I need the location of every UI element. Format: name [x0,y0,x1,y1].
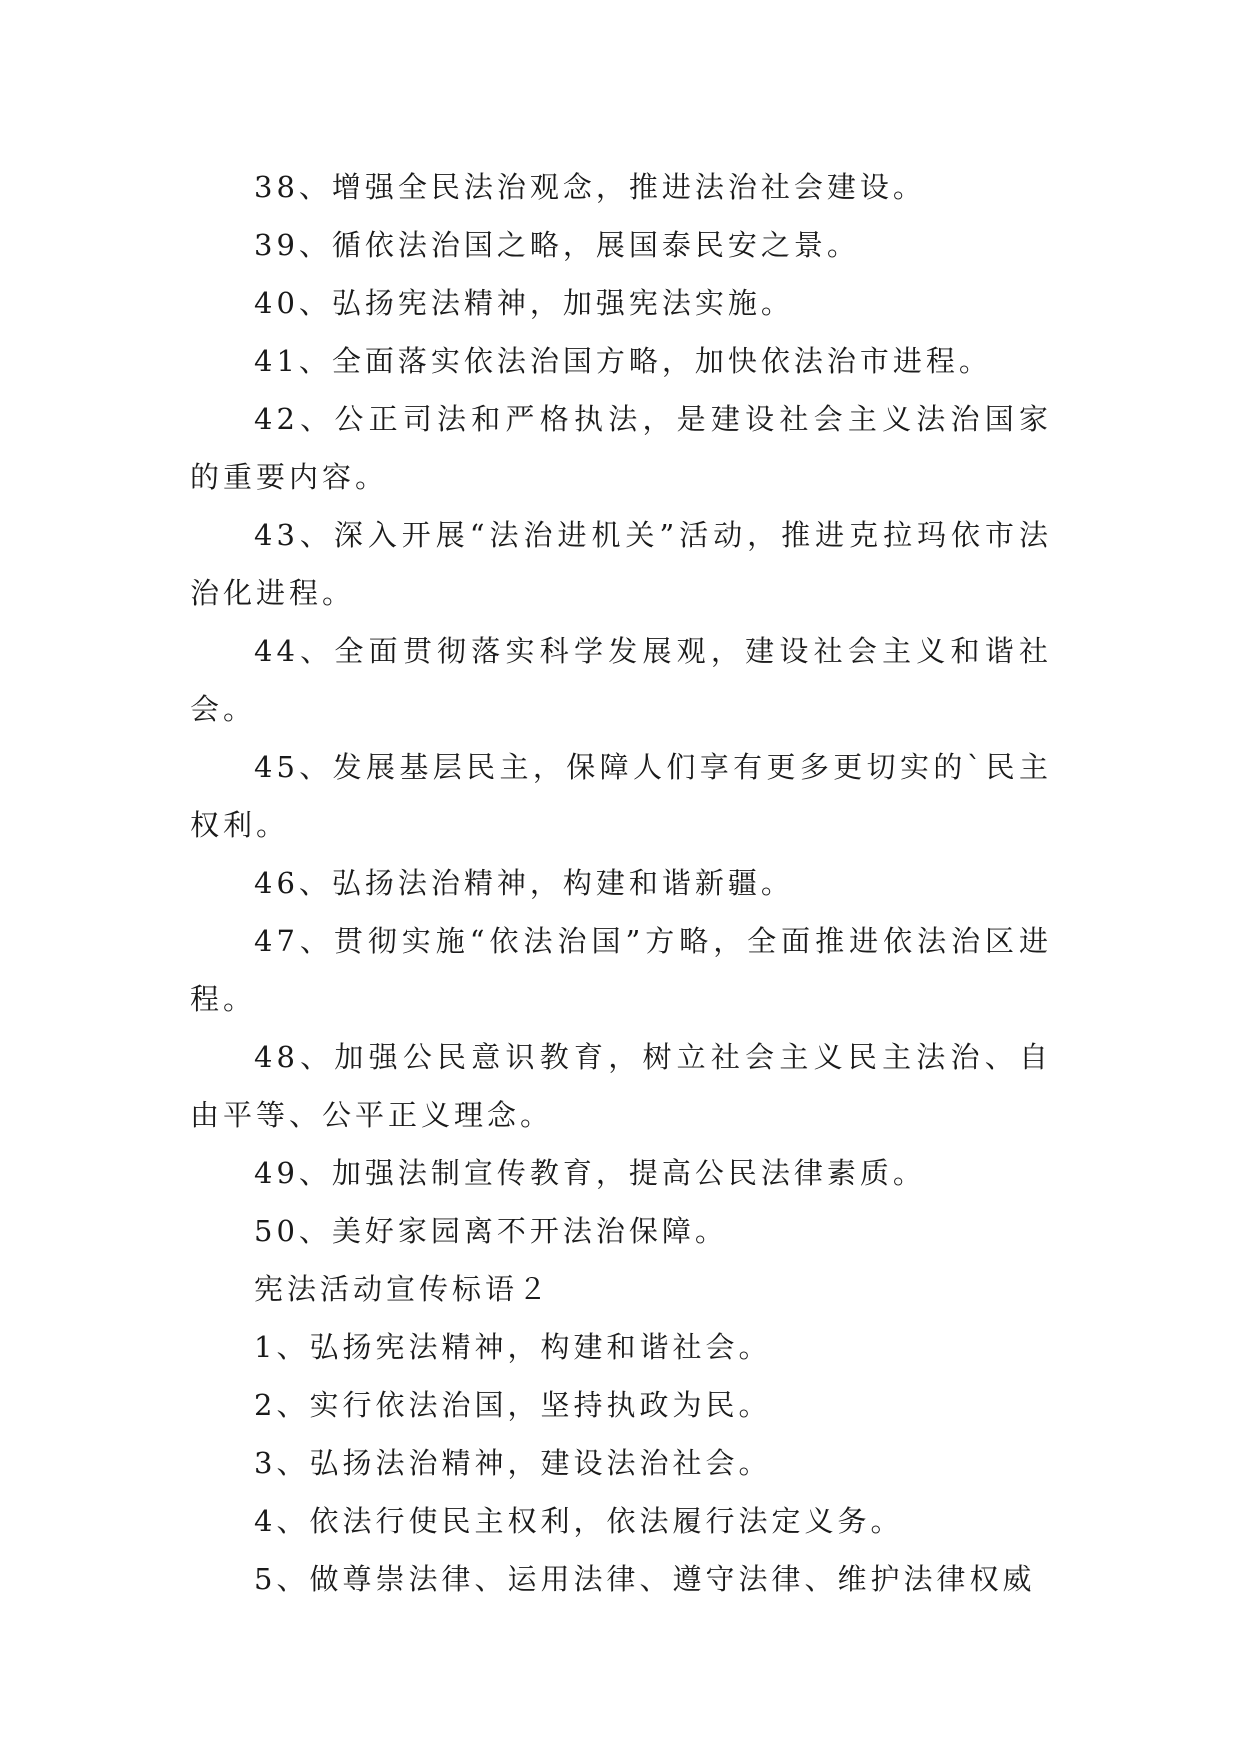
paragraph-50: 50、美好家园离不开法治保障。 [254,1214,728,1248]
paragraph-46: 46、弘扬法治精神，构建和谐新疆。 [254,866,794,900]
paragraph-2: 2、实行依法治国，坚持执政为民。 [254,1388,772,1422]
paragraph-5: 5、做尊崇法律、运用法律、遵守法律、维护法律权威 [254,1562,1036,1596]
paragraph-1: 1、弘扬宪法精神，构建和谐社会。 [254,1330,772,1364]
paragraph-43: 43、深入开展“法治进机关”活动，推进克拉玛依市法治化进程。 [190,518,1052,610]
paragraph-41: 41、全面落实依法治国方略，加快依法治市进程。 [254,344,992,378]
document-body [190,158,1052,1608]
paragraph-4: 4、依法行使民主权利，依法履行法定义务。 [254,1504,904,1538]
paragraph-39: 39、循依法治国之略，展国泰民安之景。 [254,228,860,262]
paragraph-42: 42、公正司法和严格执法，是建设社会主义法治国家的重要内容。 [190,402,1052,494]
paragraph-48: 48、加强公民意识教育，树立社会主义民主法治、自由平等、公平正义理念。 [190,1040,1052,1132]
paragraph-40: 40、弘扬宪法精神，加强宪法实施。 [254,286,794,320]
paragraph-47: 47、贯彻实施“依法治国”方略，全面推进依法治区进程。 [190,924,1052,1016]
paragraph-38: 38、增强全民法治观念，推进法治社会建设。 [254,170,926,204]
section-heading: 宪法活动宣传标语２ [254,1272,552,1306]
paragraph-49: 49、加强法制宣传教育，提高公民法律素质。 [254,1156,926,1190]
paragraph-44: 44、全面贯彻落实科学发展观，建设社会主义和谐社会。 [190,634,1052,726]
paragraph-45: 45、发展基层民主，保障人们享有更多更切实的`民主权利。 [190,750,1052,842]
paragraph-3: 3、弘扬法治精神，建设法治社会。 [254,1446,772,1480]
